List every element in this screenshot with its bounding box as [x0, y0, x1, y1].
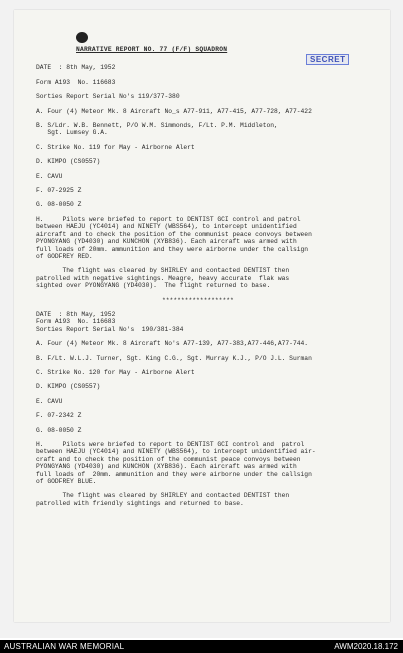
item-b: B. F/Lt. W.L.J. Turner, Sgt. King C.G., Sgt. Murray K.J., P/O J.L. Surman: [36, 354, 312, 362]
item-f: F. 07-2342 Z: [36, 412, 82, 420]
item-a: A. Four (4) Meteor Mk. 8 Aircraft No_s A77-911, A77-415, A77-728, A77-422: [36, 107, 312, 115]
section-separator: *******************: [162, 296, 234, 304]
classification-stamp: SECRET: [306, 54, 349, 65]
item-c: C. Strike No. 119 for May - Airborne Alert: [36, 143, 195, 151]
item-h-paragraph: H. Pilots were briefed to report to DENTIST GCI control and patrol between HAEJU (YC4014) and NINETY (WBS564), to intercept unidentified aircraft and to check the position of the communist peace convoys between PYONGYANG (YD4030) and KUNCHON (XYB836). Each aircraft was armed with full loads of 20mm. ammunition and they were airborne under the callsign of GODFREY RED.: [36, 215, 312, 260]
item-a: A. Four (4) Meteor Mk. 8 Aircraft No's A77-139, A77-383,A77-446,A77-744.: [36, 340, 309, 348]
item-d: D. KIMPO (CS0557): [36, 158, 101, 166]
item-g: G. 08-0050 Z: [36, 201, 82, 209]
serial-line: Sorties Report Serial No's 190/381-384: [36, 325, 184, 333]
item-e: E. CAVU: [36, 397, 63, 405]
serial-line: Sorties Report Serial No's 119/377-380: [36, 93, 180, 101]
item-c: C. Strike No. 120 for May - Airborne Alert: [36, 368, 195, 376]
report-body: [36, 46, 376, 507]
item-e: E. CAVU: [36, 172, 63, 180]
caption-bar: [0, 640, 403, 653]
item-b-cont: Sgt. Lumsey G.A.: [36, 129, 108, 137]
accession-id: AWM2020.18.172: [334, 642, 398, 651]
report-title: NARRATIVE REPORT NO. 77 (F/F) SQUADRON: [76, 46, 228, 53]
form-line: Form A193 No. 116683: [36, 78, 116, 86]
item-d: D. KIMPO (CS0557): [36, 383, 101, 391]
date-line: DATE : 8th May, 1952: [36, 310, 116, 318]
result-paragraph: The flight was cleared by SHIRLEY and contacted DENTIST then patrolled with negative sightings. Meagre, heavy accurate flak was sighted over PYONGYANG (YD4030). The flight returned to base.: [36, 267, 290, 290]
result-paragraph: The flight was cleared by SHIRLEY and contacted DENTIST then patrolled with friendly sightings and returned to base.: [36, 492, 290, 507]
institution-label: AUSTRALIAN WAR MEMORIAL: [4, 642, 125, 651]
date-line: DATE : 8th May, 1952: [36, 64, 116, 72]
form-line: Form A193 No. 116683: [36, 318, 116, 326]
item-f: F. 07-2925 Z: [36, 187, 82, 195]
item-b: B. S/Ldr. W.B. Bennett, P/O W.M. Simmonds, F/Lt. P.M. Middleton,: [36, 122, 278, 130]
item-h-paragraph: H. Pilots were briefed to report to DENTIST GCI control and patrol between HAEJU (YC4014) and NINETY (WBS564), to intercept unidentified air- craft and to check the position of the communist peace convoys between PYONGYANG (YD4030) and KUNCHON (XYB836). Each aircraft was armed with full loads of 20mm. ammunition and they were airborne under the callsign of GODFREY BLUE.: [36, 441, 316, 486]
punch-hole: [76, 32, 88, 43]
item-g: G. 08-0050 Z: [36, 426, 82, 434]
